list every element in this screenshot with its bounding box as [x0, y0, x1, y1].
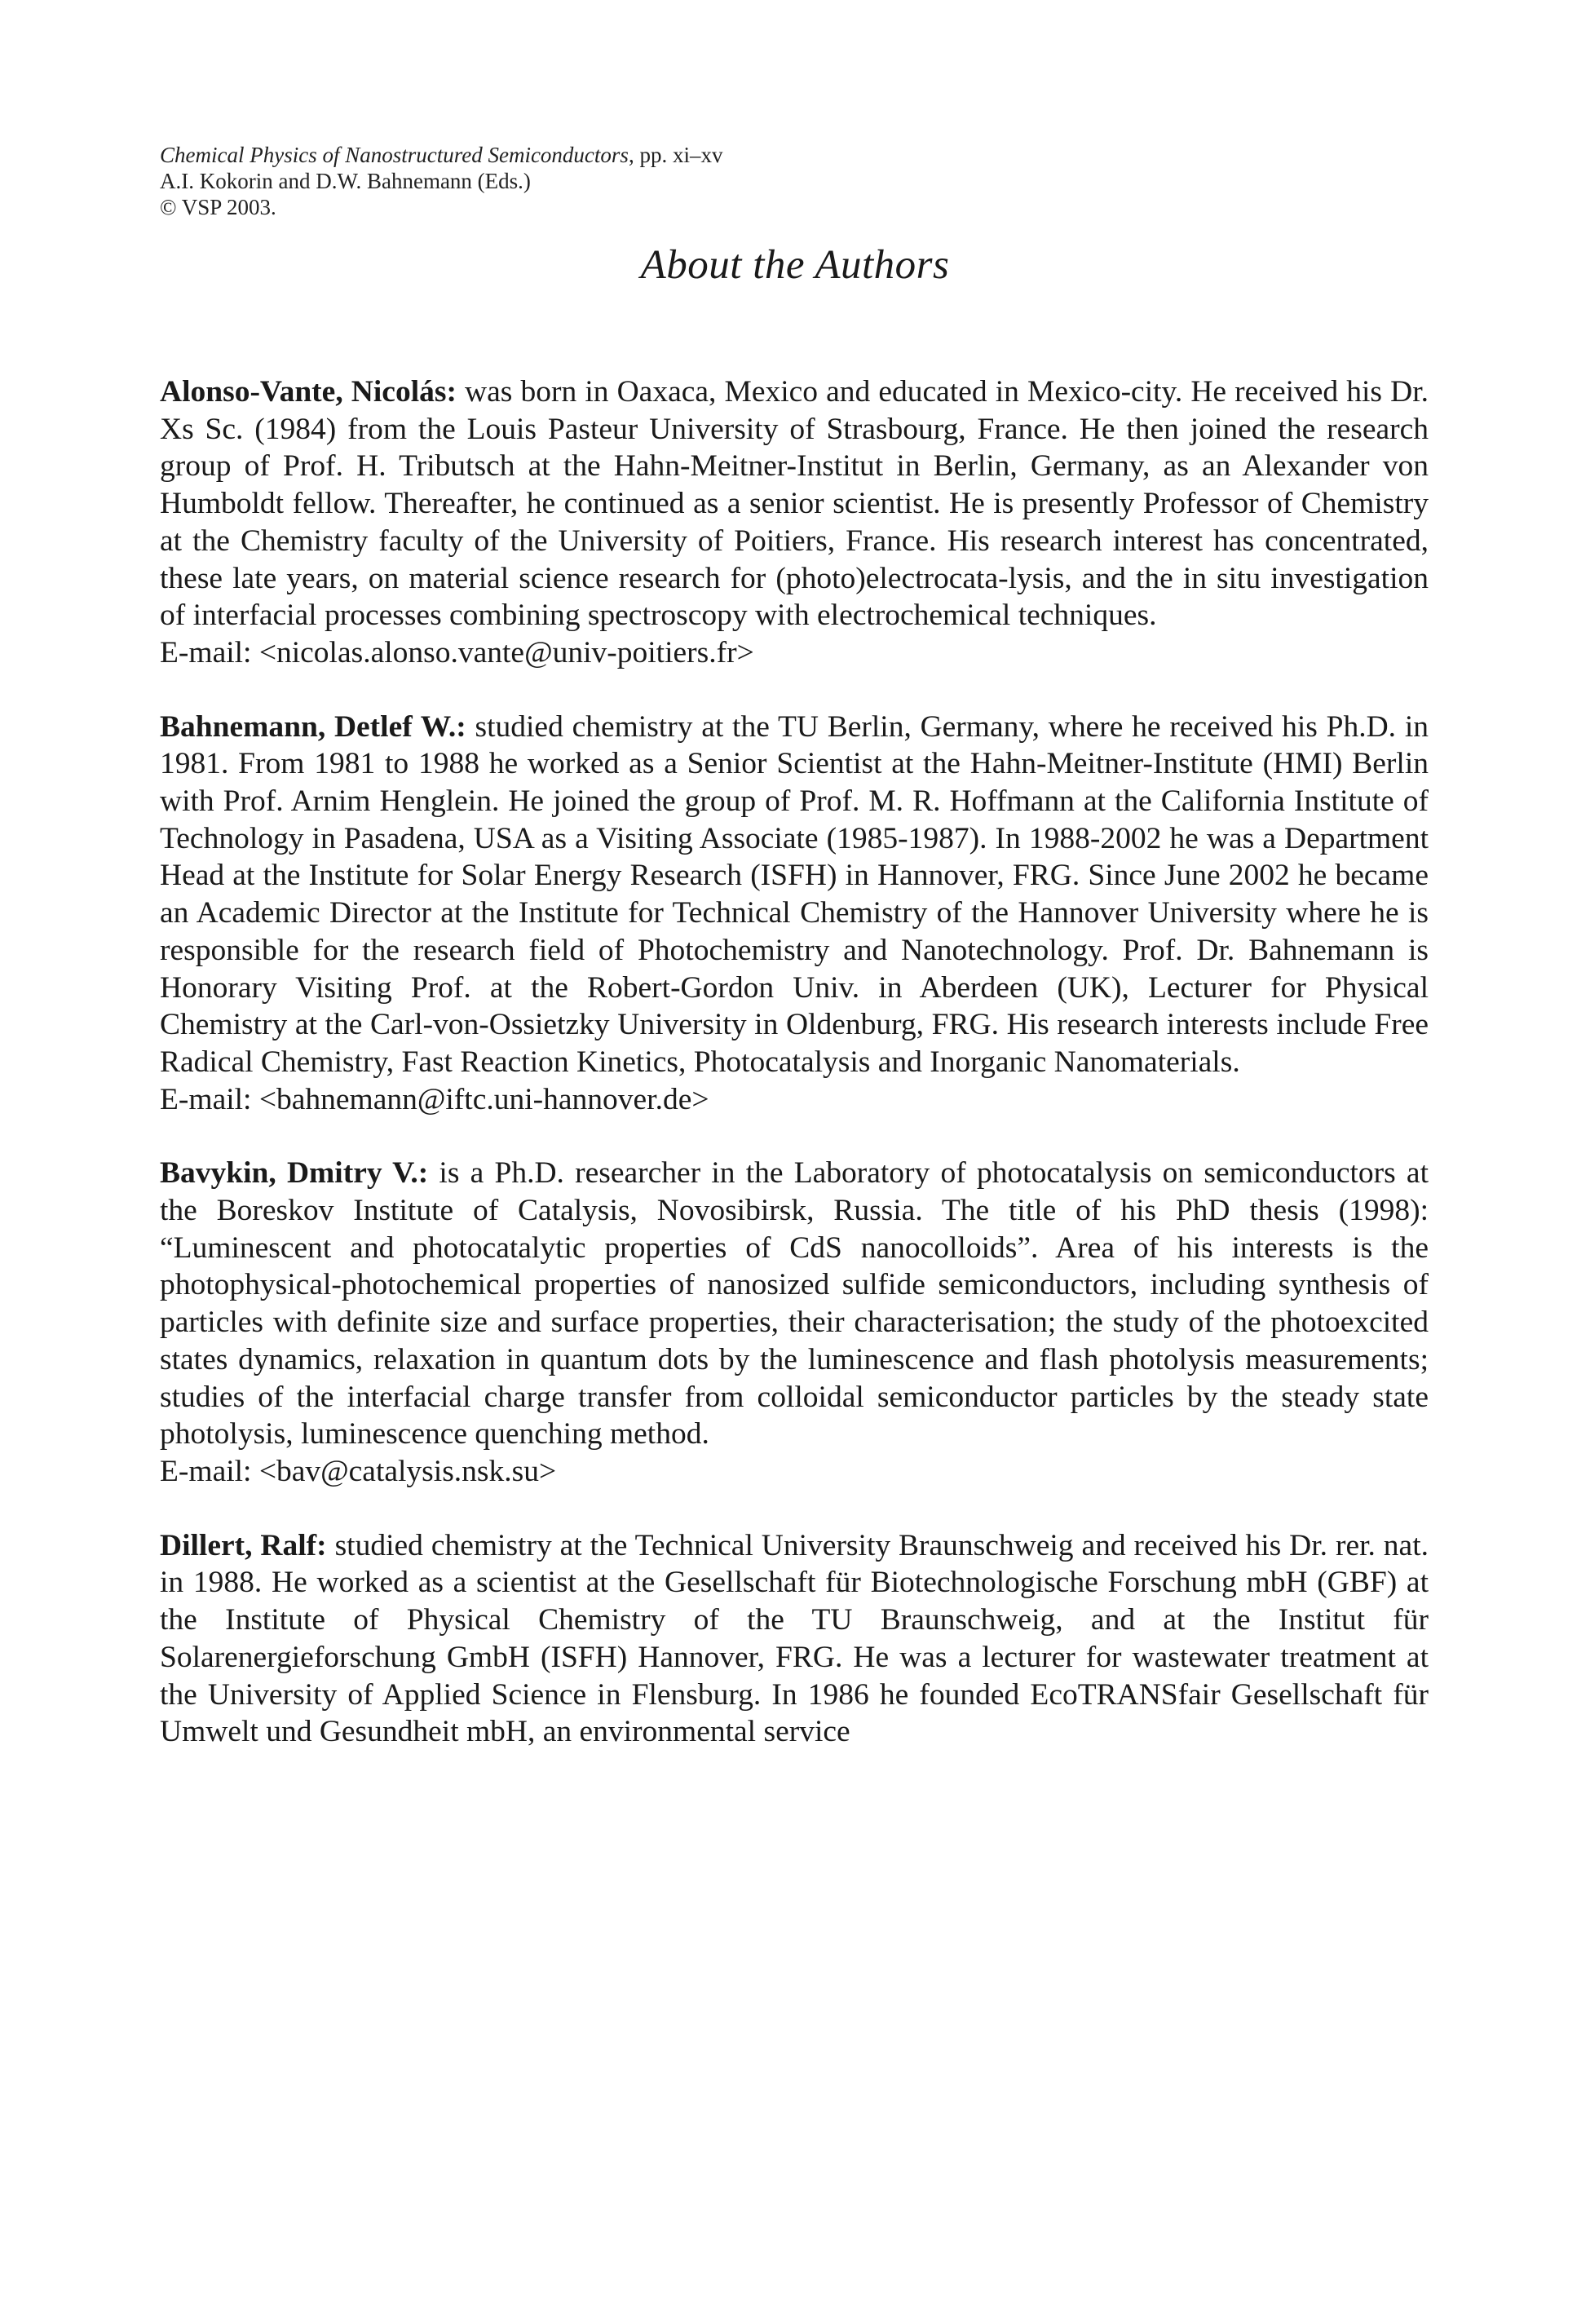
- author-bio: studied chemistry at the TU Berlin, Germany, where he received his Ph.D. in 1981. From 1981 to 1988 he worked as a Senior Scientist at the Hahn-Meitner-Institute (HMI) Berlin with Prof. Arnim Henglein. He joined the group of Prof. M. R. Hoffmann at the California Institute of Technology in Pasadena, USA as a Visiting Associate (1985-1987). In 1988-2002 he was a Department Head at the Institute for Solar Energy Research (ISFH) in Hannover, FRG. Since June 2002 he became an Academic Director at the Institute for Technical Chemistry of the Hannover University where he is responsible for the research field of Photochemistry and Nanotechnology. Prof. Dr. Bahnemann is Honorary Visiting Prof. at the Robert-Gordon Univ. in Aberdeen (UK), Lecturer for Physical Chemistry at the Carl-von-Ossietzky University in Oldenburg, FRG. His research interests include Free Radical Chemistry, Fast Reaction Kinetics, Photocatalysis and Inorganic Nanomaterials.: [160, 709, 1429, 1079]
- author-email: E-mail: <nicolas.alonso.vante@univ-poitiers.fr>: [160, 635, 754, 669]
- author-name: Alonso-Vante, Nicolás:: [160, 375, 457, 409]
- page-title: About the Authors: [640, 242, 950, 288]
- author-bio-paragraph: [160, 709, 1429, 1081]
- author-entry: [160, 1527, 1429, 1751]
- author-name: Dillert, Ralf:: [160, 1528, 327, 1562]
- copyright-line: © VSP 2003.: [160, 195, 276, 219]
- authors-list: [160, 373, 1429, 1787]
- editors-line: A.I. Kokorin and D.W. Bahnemann (Eds.): [160, 169, 531, 193]
- series-title: Chemical Physics of Nanostructured Semiconductors: [160, 143, 629, 167]
- page-header: [160, 142, 975, 220]
- author-bio: was born in Oaxaca, Mexico and educated in Mexico-city. He received his Dr. Xs Sc. (1984) from the Louis Pasteur University of Strasbourg, France. He then joined the research group of Prof. H. Tributsch at the Hahn-Meitner-Institut in Berlin, Germany, as an Alexander von Humboldt fellow. Thereafter, he continued as a senior scientist. He is presently Professor of Chemistry at the Chemistry faculty of the University of Poitiers, France. His research interest has concentrated, these late years, on material science research for (photo)electrocata-lysis, and the in situ investigation of interfacial processes combining spectroscopy with electrochemical techniques.: [160, 375, 1429, 633]
- citation-line: [160, 142, 975, 168]
- author-bio: is a Ph.D. researcher in the Laboratory of photocatalysis on semiconductors at the Boreskov Institute of Catalysis, Novosibirsk, Russia. The title of his PhD thesis (1998): “Luminescent and photocatalytic properties of CdS nanocolloids”. Area of his interests is the photophysical-photochemical properties of nanosized sulfide semiconductors, including synthesis of particles with definite size and surface properties, their characterisation; the study of the photoexcited states dynamics, relaxation in quantum dots by the luminescence and flash photolysis measurements; studies of the interfacial charge transfer from colloidal semiconductor particles by the steady state photolysis, luminescence quenching method.: [160, 1156, 1429, 1451]
- author-entry: [160, 709, 1429, 1119]
- author-entry: [160, 1155, 1429, 1490]
- page-range: , pp. xi–xv: [628, 143, 723, 167]
- author-bio: studied chemistry at the Technical University Braunschweig and received his Dr. rer. nat. in 1988. He worked as a scientist at the Gesellschaft für Biotechnologische Forschung mbH (GBF) at the Institute of Physical Chemistry of the TU Braunschweig, and at the Institut für Solarenergieforschung GmbH (ISFH) Hannover, FRG. He was a lecturer for wastewater treatment at the University of Applied Science in Flensburg. In 1986 he founded EcoTRANSfair Gesellschaft für Umwelt und Gesundheit mbH, an environmental service: [160, 1528, 1429, 1749]
- author-name: Bahnemann, Detlef W.:: [160, 709, 466, 744]
- author-bio-paragraph: [160, 373, 1429, 634]
- author-email: E-mail: <bav@catalysis.nsk.su>: [160, 1454, 557, 1488]
- author-name: Bavykin, Dmitry V.:: [160, 1156, 429, 1191]
- author-email: E-mail: <bahnemann@iftc.uni-hannover.de>: [160, 1082, 709, 1116]
- author-bio-paragraph: [160, 1155, 1429, 1453]
- author-entry: [160, 373, 1429, 672]
- author-bio-paragraph: [160, 1527, 1429, 1751]
